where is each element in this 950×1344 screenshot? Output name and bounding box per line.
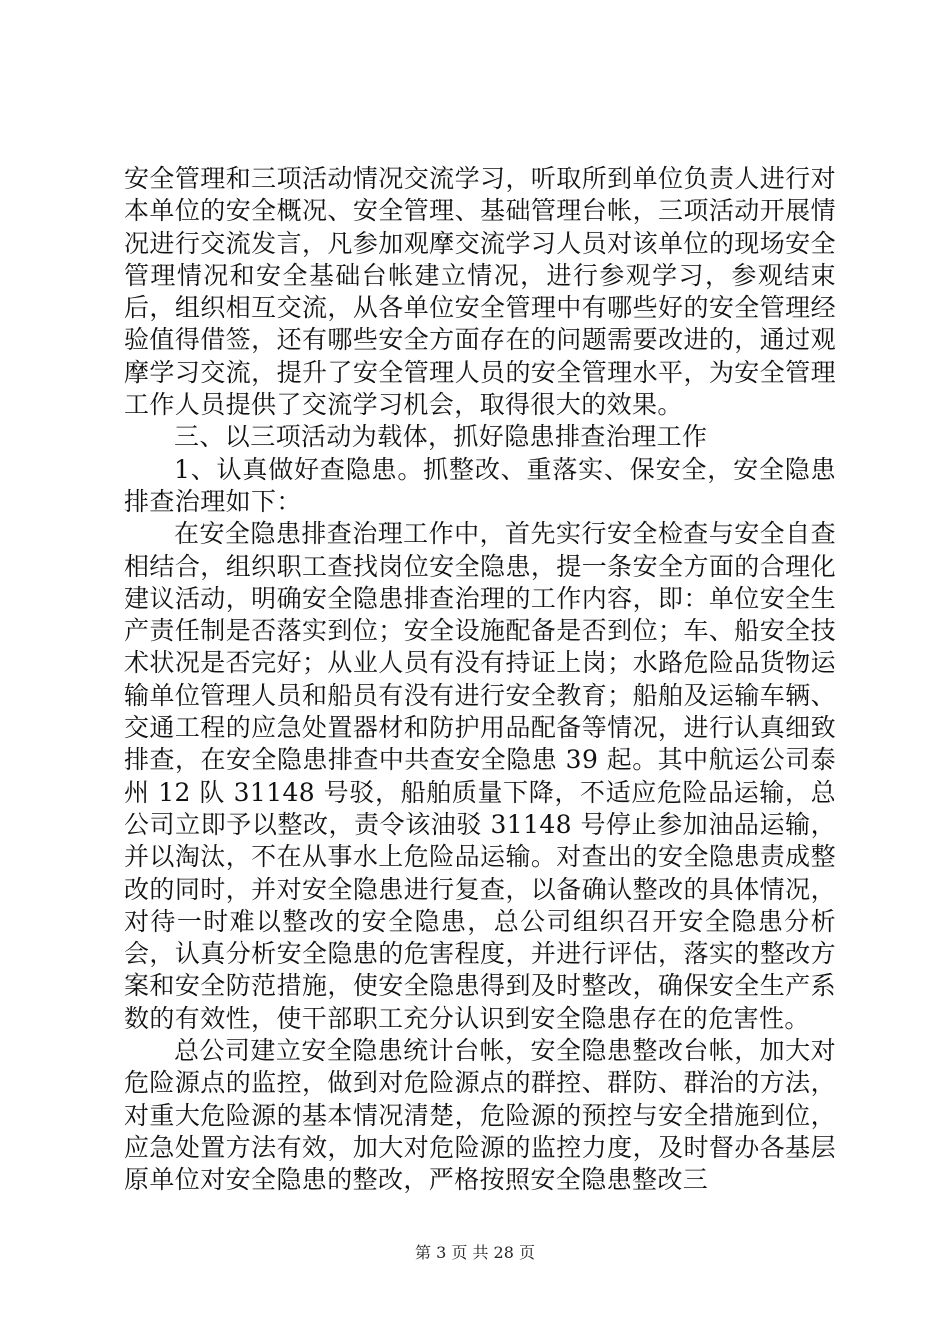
section-heading-hazard-inspection: 三、以三项活动为载体，抓好隐患排查治理工作 bbox=[174, 422, 708, 452]
page-number-footer: 第 3 页 共 28 页 bbox=[415, 1243, 535, 1262]
paragraph-hazard-ledger: 总公司建立安全隐患统计台帐，安全隐患整改台帐，加大对危险源点的监控，做到对危险源点的群控、群防、群治的方法，对重大危险源的基本情况清楚，危险源的预控与安全措施到位，应急处置方法有效，加大对危险源的监控力度，及时督办各基层原单位对安全隐患的整改，严格按照安全隐患整改三 bbox=[124, 1036, 836, 1195]
paragraph-hazard-inspection-work: 在安全隐患排查治理工作中，首先实行安全检查与安全自查相结合，组织职工查找岗位安全隐患，提一条安全方面的合理化建议活动，明确安全隐患排查治理的工作内容，即：单位安全生产责任制是否落实到位；安全设施配备是否到位；车、船安全技术状况是否完好；从业人员有没有持证上岗；水路危险品货物运输单位管理人员和船员有没有进行安全教育；船舶及运输车辆、交通工程的应急处置器材和防护用品配备等情况，进行认真细致排查，在安全隐患排查中共查安全隐患 39 起。其中航运公司泰州 12 队 31148 号驳，船舶质量下降，不适应危险品运输，总公司立即予以整改，责令该油驳 31148 号停止参加油品运输，并以淘汰，不在从事水上危险品运输。对查出的安全隐患责成整改的同时，并对安全隐患进行复查，以备确认整改的具体情况，对待一时难以整改的安全隐患，总公司组织召开安全隐患分析会，认真分析安全隐患的危害程度，并进行评估，落实的整改方案和安全防范措施，使安全隐患得到及时整改，确保安全生产系数的有效性，使干部职工充分认识到安全隐患存在的危害性。 bbox=[124, 519, 836, 1033]
subheading-check-hazards: 1、认真做好查隐患。抓整改、重落实、保安全，安全隐患排查治理如下： bbox=[124, 454, 836, 516]
paragraph-observation-exchange: 安全管理和三项活动情况交流学习，听取所到单位负责人进行对本单位的安全概况、安全管理、基础管理台帐，三项活动开展情况进行交流发言，凡参加观摩交流学习人员对该单位的现场安全管理情况和安全基础台帐建立情况，进行参观学习，参观结束后，组织相互交流，从各单位安全管理中有哪些好的安全管理经验值得借签，还有哪些安全方面存在的问题需要改进的，通过观摩学习交流，提升了安全管理人员的安全管理水平，为安全管理工作人员提供了交流学习机会，取得很大的效果。 bbox=[124, 164, 836, 420]
document-body bbox=[124, 163, 836, 1197]
